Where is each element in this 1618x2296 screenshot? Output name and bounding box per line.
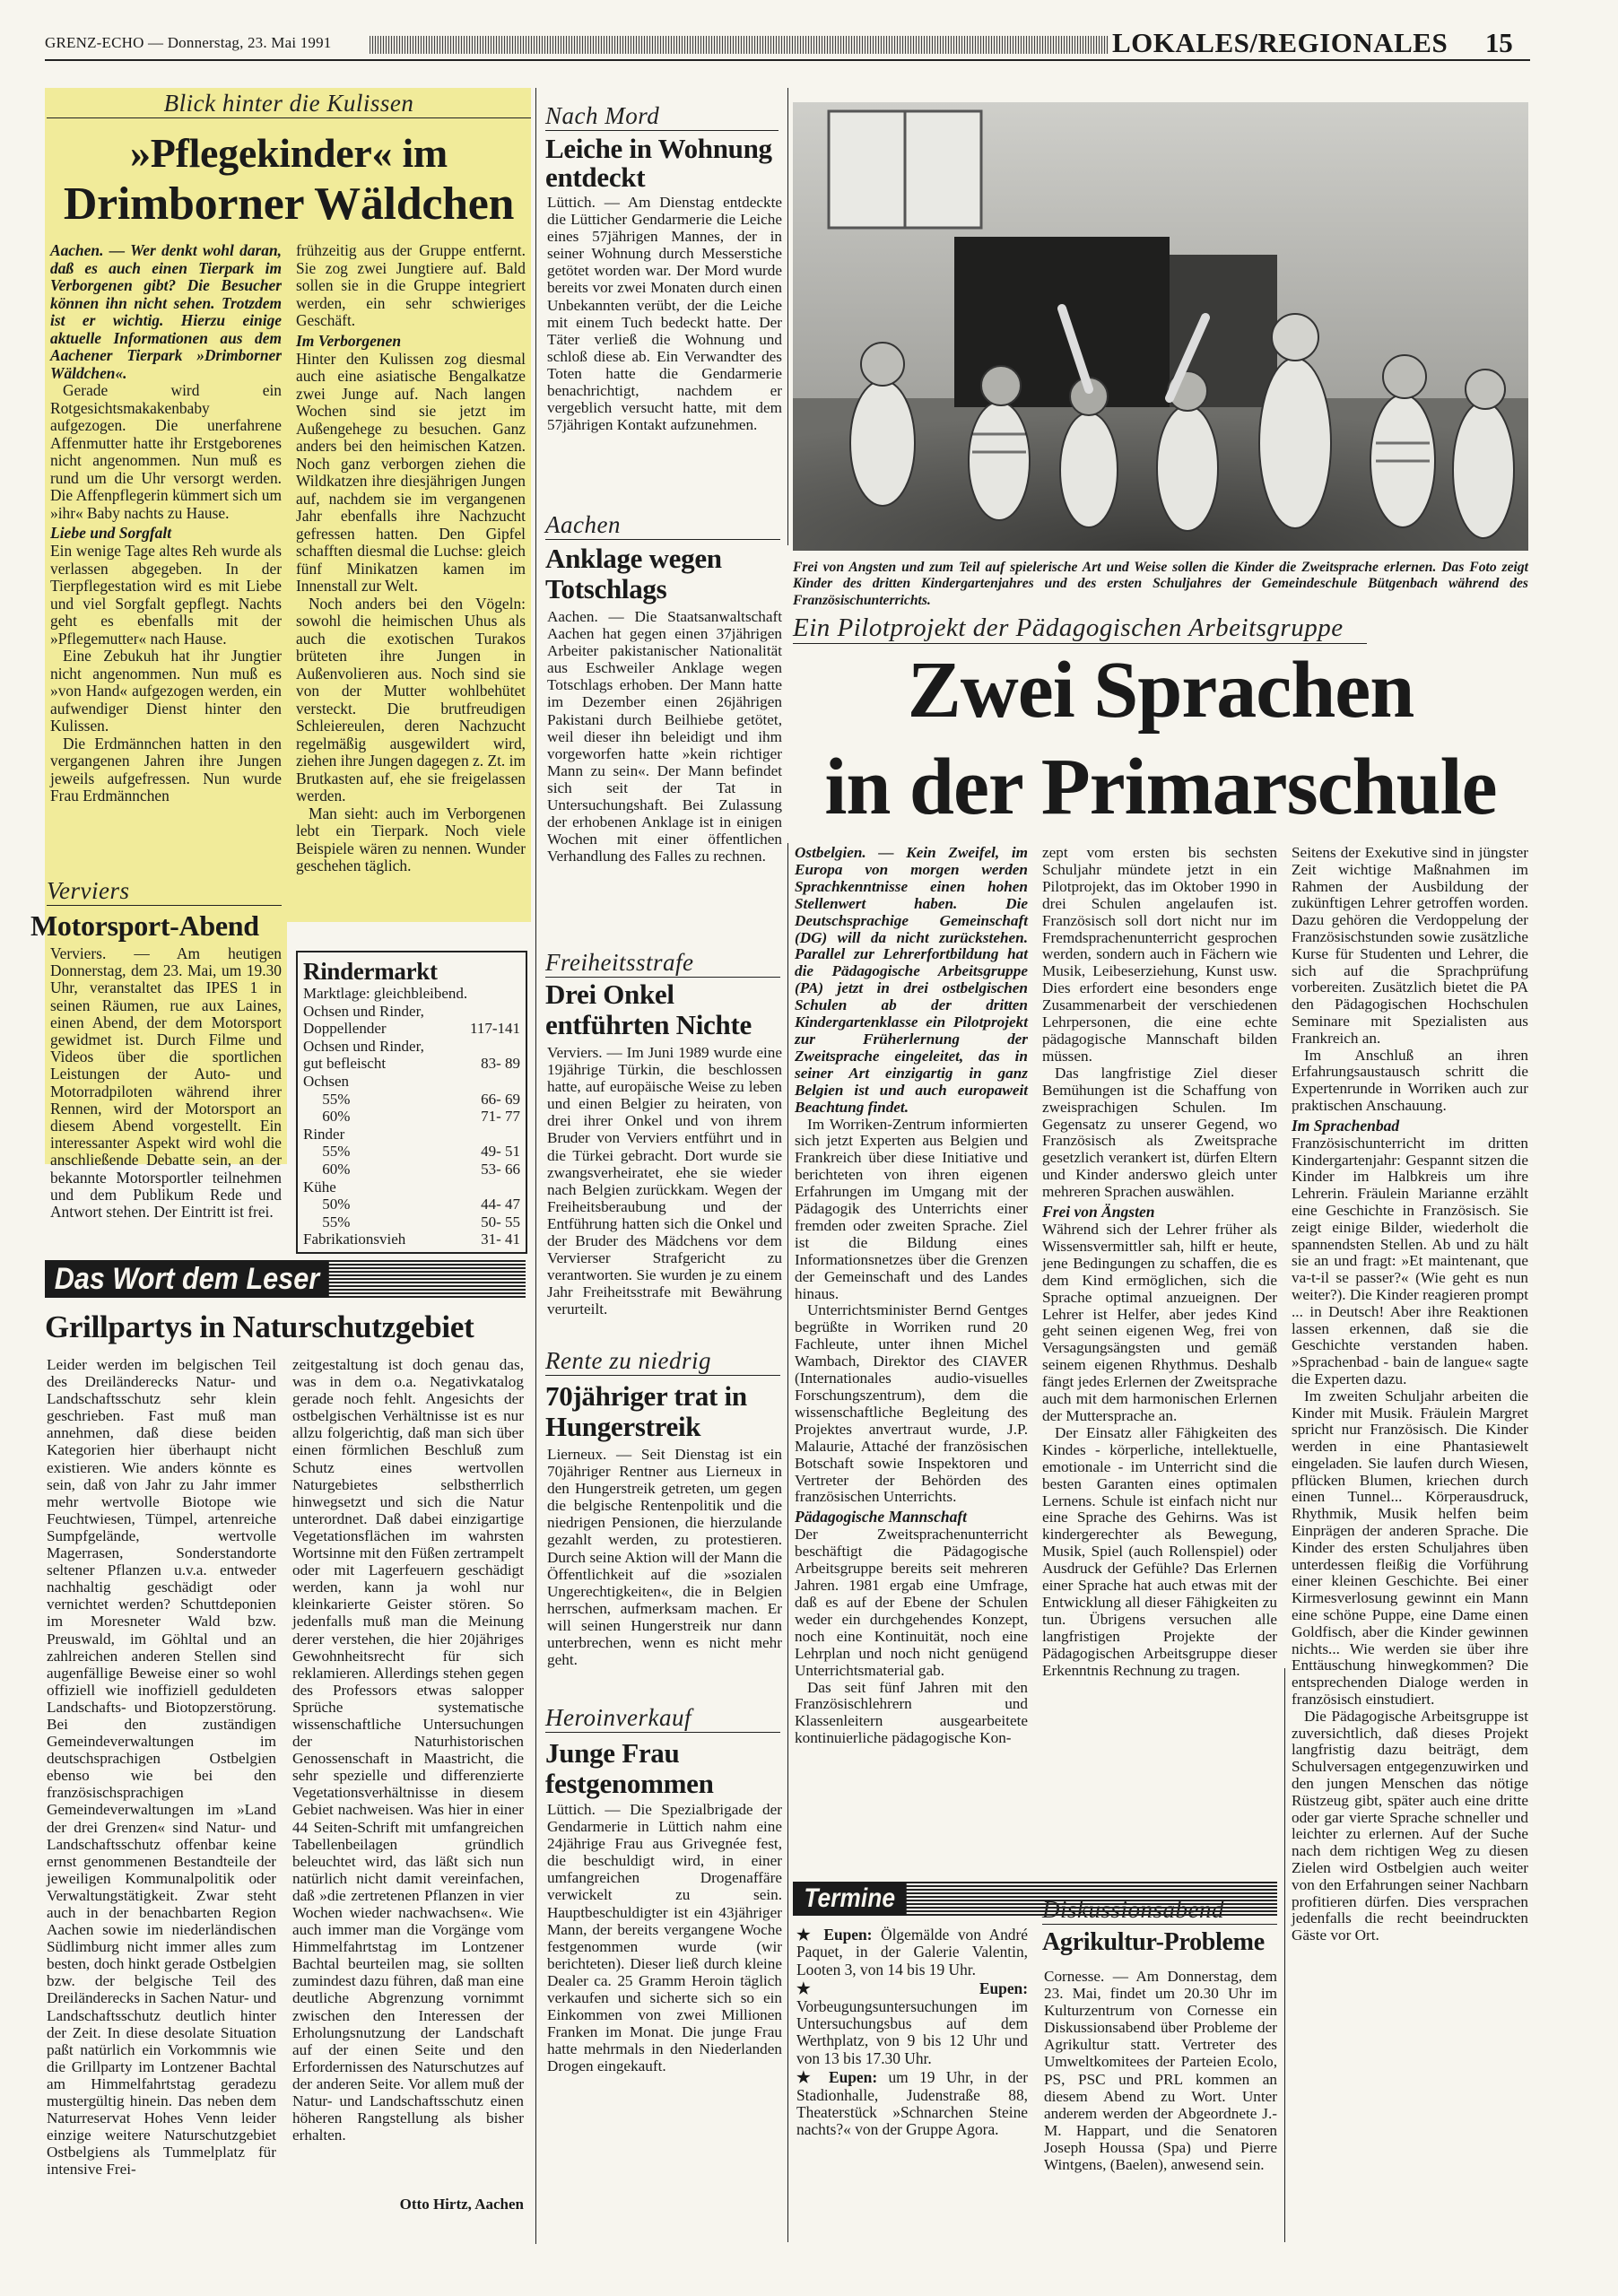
rindermarkt-box: [296, 951, 527, 1254]
rindermarkt-row: [303, 1091, 520, 1109]
rindermarkt-label: 55%: [303, 1213, 351, 1231]
termine-item: [796, 2069, 1028, 2139]
rindermarkt-label: 60%: [303, 1108, 351, 1126]
rindermarkt-label: Fabrikationsvieh: [303, 1231, 406, 1248]
rindermarkt-row: [303, 1231, 520, 1248]
schule-subhead: Im Sprachenbad: [1292, 1116, 1400, 1135]
rindermarkt-row: [303, 1213, 520, 1231]
pflege-para: Gerade wird ein Rotgesichtsmakakenbaby aufgezogen. Die unerfahrene Affenmutter hatte ihr Erstgeborenes nicht angenommen. Nun muß es rund um die Uhr versorgt werden. Die Affenpflegerin kümmert sich um »ihr« Baby nachts zu Hause.: [50, 381, 282, 522]
schule-para: Im Anschluß an ihren Erfahrungsaustausch schritt die Expertenrunde in Worriken auch zur praktischen Anschauung.: [1292, 1046, 1528, 1114]
rindermarkt-row: [303, 1126, 520, 1144]
star-icon: ★: [796, 2068, 829, 2087]
schule-para: Im Worriken-Zentrum informierten sich jetzt Experten aus Belgien und Frankreich über diese Initiative und berichteten von ihren eigenen Erfahrungen im Umgang mit der Pädagogik des Unterrichts einer fremden oder zweiten Sprache. Ziel ist die Bildung eines Informationsnetzes über die Grenzen der Gemeinschaft und des Landes hinaus.: [795, 1115, 1028, 1302]
rindermarkt-row: [303, 1196, 520, 1213]
rindermarkt-label: Kühe: [303, 1178, 336, 1196]
aachen-text: Aachen. — Die Staatsanwaltschaft Aachen hat gegen einen 37jährigen Arbeiter pakistanischer Nationalität aus Eschweiler Anklage wegen Totschlags erhoben. Der Mann hatte im Dezember einen 26jährigen Pakistani durch Beilhiebe getötet, weil dieser ihn beleidigt und ihm vorgeworfen hatte »kein richtiger Mann zu sein«. Der Mann befindet sich seit der Tat in Untersuchungshaft. Bei Zulassung der erhobenen Anklage ist in einigen Wochen mit einer öffentlichen Verhandlung des Falles zu rechnen.: [547, 608, 782, 865]
termine-banner-text: Termine: [793, 1882, 906, 1916]
rindermarkt-price: 117-141: [469, 1020, 520, 1038]
freiheit-kicker: Freiheitsstrafe: [545, 949, 780, 978]
star-icon: ★: [796, 1979, 979, 1998]
schule-kicker: Ein Pilotprojekt der Pädagogischen Arbeitsgruppe: [793, 613, 1367, 644]
agri-text: Cornesse. — Am Donnerstag, dem 23. Mai, findet um 20.30 Uhr im Kulturzentrum von Cornesse ein Diskussionsabend über Probleme der Agrikultur statt. Vertreter des Umweltkomitees der Parteien Ecolo, PS, PSC und PRL kommen an diesem Abend zu Wort. Unter anderem werden der Abgeordnete J.-M. Happart, und die Senatoren Joseph Houssa (Spa) und Pierre Wintgens, (Baelen), anwesend sein.: [1044, 1968, 1277, 2174]
pflege-subhead: Im Verborgenen: [296, 331, 402, 350]
photo-caption: Frei von Angsten und zum Teil auf spielerische Art und Weise sollen die Kinder die Zweitsprache erlernen. Das Foto zeigt Kinder des dritten Kindergartenjahres und des ersten Schuljahres der Gemeindeschule Bütgenbach während des Französischunterrichts.: [793, 560, 1528, 608]
rindermarkt-row: [303, 1161, 520, 1178]
rindermarkt-price: 50- 55: [481, 1213, 520, 1231]
pflege-para: Eine Zebukuh hat ihr Jungtier nicht angenommen. Nun muß es »von Hand« aufgezogen werden, ein aufwendiger Dienst hinter den Kulissen.: [50, 647, 282, 735]
section-title: LOKALES/REGIONALES: [1112, 27, 1448, 58]
mord-headline: Leiche in Wohnung entdeckt: [545, 133, 772, 193]
schule-subhead: Frei von Ängsten: [1042, 1203, 1155, 1222]
verviers-kicker: Verviers: [47, 877, 282, 906]
rindermarkt-label: Rinder: [303, 1125, 345, 1143]
page-number: 15: [1485, 27, 1513, 58]
rindermarkt-label: 55%: [303, 1090, 351, 1108]
rindermarkt-table: [303, 985, 520, 1248]
classroom-photo: [793, 102, 1528, 551]
heroin-headline: Junge Frau festgenommen: [545, 1737, 714, 1799]
freiheit-text: Verviers. — Im Juni 1989 wurde eine 19jährige Türkin, die beschlossen hatte, auf europäische Weise zu leben und einen Belgier zu heiraten, von drei ihrer Onkel und von ihrem Bruder von Verviers entführt und in die Türkei gebracht. Dort wurde sie zwangsverheiratet, ehe sie wieder nach Belgien zurückkam. Wegen der Freiheitsberaubung und der Entführung hatten sich die Onkel und der Bruder des Mädchens vor dem Vervierser Strafgericht zu verantworten. Sie wurden je zu einem Jahr Freiheitsstrafe mit Bewährung verurteilt.: [547, 1044, 782, 1318]
leser-headline: Grillpartys in Naturschutzgebiet: [45, 1309, 474, 1344]
rindermarkt-label: Doppellender: [303, 1020, 387, 1038]
rente-headline: 70jähriger trat in Hungerstreik: [545, 1380, 747, 1442]
mord-kicker: Nach Mord: [545, 102, 779, 131]
aachen-headline: Anklage wegen Totschlags: [545, 543, 722, 604]
schule-headline-2: in der Primarschule: [824, 743, 1497, 831]
schule-para: Im zweiten Schuljahr arbeiten die Kinder mit Musik. Fräulein Margret spricht nur Französisch. Die Kinder werden in eine Phantasiewelt eingeladen. Sie laufen durch Wiesen, pflücken Blumen, kriechen durch einen Tunnel... Körperausdruck, Rhythmik, Musik helfen beim Einprägen der anderen Sprache. Die Kinder des ersten Schuljahres üben unterdessen fleißig die Vorführung einer kleinen Geschichte. Bei einer Kirmesverlosung gewinnt ein Mann eine schöne Puppe, eine Dame einen Goldfisch, aber die Kinder gewinnen nichts... Wie werden sie über ihre Enttäuschung hinwegkommen? Die entsprechenden Dialoge werden in französisch einstudiert.: [1292, 1387, 1528, 1709]
pflege-para: Hinter den Kulissen zog diesmal auch eine asiatische Bengalkatze zwei Junge auf. Nach langen Wochen sind sie jetzt im Außengehege zu besuchen. Ganz anders bei den heimischen Katzen. Noch ganz verborgen ziehen die Wildkatzen ihre diesjährigen Jungen auf, nachdem sie im vergangenen Jahr ebenfalls ihre Nachzucht gefressen hatten. Den Gipfel schafften diesmal die Luchse: gleich fünf Minikatzen kamen im Innenstall zur Welt.: [296, 349, 526, 595]
leser-banner: [45, 1260, 526, 1298]
pflege-col-2: [296, 242, 526, 875]
leser-col-1: Leider werden im belgischen Teil des Dreiländerecks Natur- und Landschaftsschutz sehr klein geschrieben. Fast muß man annehmen, daß diese beiden Kategorien hier überhaupt nicht existieren. Wie anders könnte es sein, daß von Jahr zu Jahr immer mehr wertvolle Biotope wie Feuchtwiesen, Tümpel, artenreiche Sumpfgelände, wertvolle Magerrasen, Sonderstandorte seltener Pflanzen u.v.a. entweder nachhaltig geschädigt oder vernichtet werden? Schuttdeponien im Moresneter Wald bzw. Preuswald, im Göhltal und an zahlreichen anderen Stellen sind augenfällige Beweise einer so wohl offiziell wie inoffiziell geduldeten Landschafts- und Biotopzerstörung. Bei den zuständigen Gemeindeverwaltungen im deutschsprachigen Ostbelgien ebenso wie bei den französischsprachigen Gemeindeverwaltungen im »Land der drei Grenzen« sind Natur- und Landschaftsschutz offenbar keine ernst genommenen Bestandteile der jeweiligen Kommunalpolitik oder Verwaltungstätigkeit. Zwar steht auch in der benachbarten Region Aachen sowie im niederländischen Südlimburg nicht immer alles zum besten, doch hinkt gerade Ostbelgien bzw. der belgische Teil des Dreiländerecks in Sachen Natur- und Landschaftsschutz deutlich hinter der Zeit. In diese desolate Situation paßt natürlich ein Vorkommnis wie die Grillparty im Lontzener Bachtal am Himmelfahrtstag geradezu mustergültig hinein. Das neben dem Naturreservat Hohes Venn leider einzige weitere Naturschutzgebiet Ostbelgiens als Tummelplatz für intensive Frei-: [47, 1356, 276, 2179]
schule-para: zept vom ersten bis sechsten Schuljahr mündete jetzt in ein Pilotprojekt, das im Oktober 1990 in drei Schulen angelaufen ist. Französisch soll dort nicht nur im Fremdsprachenunterricht gesprochen werden, sondern auch in Fächern wie Musik, Leibeserziehung, Kunst usw. Dies erfordert eine besonders enge Zusammenarbeit der verschiedenen Lehrpersonen, die eine echte pädagogische Mannschaft bilden müssen.: [1042, 844, 1277, 1065]
termine-list: [796, 1926, 1028, 2141]
rindermarkt-row: [303, 1073, 520, 1091]
rindermarkt-price: 53- 66: [481, 1160, 520, 1178]
rindermarkt-label: 55%: [303, 1143, 351, 1161]
rindermarkt-row: [303, 1108, 520, 1126]
schule-col-1: [795, 845, 1028, 1747]
rindermarkt-label: 60%: [303, 1160, 351, 1178]
heroin-kicker: Heroinverkauf: [545, 1704, 780, 1733]
rindermarkt-row: [303, 1178, 520, 1196]
aachen-kicker: Aachen: [545, 511, 780, 540]
schule-para: Unterrichtsminister Bernd Gentges begrüßte in Worriken rund 20 Fachleute, unter ihnen Michel Wambach, Direktor des CIAVER (Internationales audio-visuelles Forschungszentrum), dem die wissenschaftliche Begleitung des Projektes anvertraut wurde, J.P. Malaurie, Attaché der französischen Botschaft sowie Inspektoren und Vertreter der Behörden des französischen Unterrichts.: [795, 1301, 1028, 1506]
termine-text: Vorbeugungsuntersuchungen im Untersuchungsbus auf dem Werthplatz, von 9 bis 12 Uhr und von 13 bis 17.30 Uhr.: [796, 1996, 1028, 2067]
mord-text: Lüttich. — Am Dienstag entdeckte die Lütticher Gendarmerie die Leiche eines 57jährigen Mannes, der in seiner Wohnung durch Messerstiche getötet worden war. Der Mord wurde bereits vor zwei Monaten durch einen Unbekannten verübt, der die Leiche mit einem Tuch bedeckt hatte. Der Täter verließ die Wohnung und schloß diese ab. Ein Verwandter des Toten hatte die Gendarmerie benachrichtigt, nachdem er vergeblich versucht hatte, mit dem 57jährigen Kontakt aufzunehmen.: [547, 194, 782, 434]
rindermarkt-price: 71- 77: [481, 1108, 520, 1126]
rente-kicker: Rente zu niedrig: [545, 1347, 780, 1376]
rindermarkt-label: Ochsen: [303, 1072, 349, 1090]
rindermarkt-row: [303, 1038, 520, 1056]
rindermarkt-label: 50%: [303, 1196, 351, 1213]
rindermarkt-price: 66- 69: [481, 1090, 520, 1108]
pflege-para: frühzeitig aus der Gruppe entfernt. Sie zog zwei Jungtiere auf. Bald sollen sie in die Gruppe integriert werden, ein sehr schwieriges Geschäft.: [296, 241, 526, 329]
agri-kicker: Diskussionsabend: [1042, 1896, 1277, 1925]
schule-para: Französischunterricht im dritten Kindergartenjahr: Gespannt sitzen die Kinder im Halbkreis um ihre Lehrerin. Fräulein Marianne erzählt eine Geschichte in Französisch. Sie zeigt einige Bilder, wiederholt die spannendsten Stellen. Ab und zu hält sie an und fragt: »Et maintenant, que va-t-il se passer?« (Wie geht es nun weiter?). Die Kinder reagieren prompt ... in Deutsch! Aber ihre Reaktionen lassen erkennen, daß sie die Geschichte verstanden haben. »Sprachenbad - bain de langue« sagte die Experten dazu.: [1292, 1134, 1528, 1387]
pflege-col-1: [50, 242, 282, 805]
pflege-kicker: Blick hinter die Kulissen: [47, 90, 531, 118]
rindermarkt-title: Rindermarkt: [303, 958, 438, 985]
rindermarkt-price: 44- 47: [481, 1196, 520, 1213]
termine-item: [796, 1980, 1028, 2067]
schule-para: Das langfristige Ziel dieser Bemühungen ist die Schaffung von zweisprachigen Schulen. Im Gegensatz zu unserer Gegend, wo Französisch als Zweitsprache gesetzlich verankert ist, dürfen Eltern und Kinder anderswo gleich unter mehreren Sprachen auswählen.: [1042, 1064, 1277, 1201]
rindermarkt-label: Ochsen und Rinder,: [303, 1002, 424, 1020]
rindermarkt-row: [303, 1055, 520, 1073]
pflege-headline-1: »Pflegekinder« im: [130, 130, 448, 176]
verviers-headline: Motorsport-Abend: [30, 909, 259, 942]
termine-text: um 19 Uhr, in der Stadionhalle, Judenstraße 88, Theaterstück »Schnarchen Steine nachts?« von der Gruppe Agora.: [796, 2068, 1028, 2139]
rindermarkt-row: [303, 985, 520, 1003]
schule-subhead: Pädagogische Mannschaft: [795, 1508, 968, 1526]
pflege-headline-2: Drimborner Wäldchen: [63, 178, 515, 230]
termine-place: Eupen:: [823, 1926, 882, 1944]
freiheit-headline: Drei Onkel entführten Nichte: [545, 978, 752, 1040]
pflege-para: Noch anders bei den Vögeln: sowohl die heimischen Uhus als auch die exotischen Turakos brüteten ihre Jungen in Außenvolieren aus. Noch sind sie von der Mutter wohlbehütet versteckt. Die brutfreudigen Schleiereulen, deren Nachzucht regelmäßig ausgewildert wird, ziehen ihre Jungen dagegen z. Zt. im Brutkasten auf, ehe sie freigelassen werden.: [296, 594, 526, 804]
leser-banner-text: Das Wort dem Leser: [45, 1260, 329, 1298]
star-icon: ★: [796, 1926, 824, 1944]
verviers-text: Verviers. — Am heutigen Donnerstag, dem 23. Mai, um 19.30 Uhr, veranstaltet das IPES 1 in seinen Räumen, rue aux Laines, einen Abend, der dem Motorsport gewidmet ist. Durch Filme und Videos über die sportlichen Leistungen der Auto- und Motorradpiloten während ihrer Rennen, wird der Motorsport an diesem Abend vorgestellt. Ein interessanter Aspekt wird wohl die anschließende Debatte sein, an der bekannte Motorsportler teilnehmen und dem Publikum Rede und Antwort stehen. Der Eintritt ist frei.: [50, 944, 282, 1222]
termine-place: Eupen:: [979, 1979, 1028, 1998]
rindermarkt-label: Ochsen und Rinder,: [303, 1037, 424, 1055]
schule-para: Die Pädagogische Arbeitsgruppe ist zuversichtlich, daß dieses Projekt langfristig dazu beiträgt, dem Schulversagen entgegenzuwirken und den jungen Menschen das nötige Rüstzeug gibt, später auch eine dritte oder gar vierte Sprache schneller und leichter zu erlernen. Auf der Suche nach dem richtigen Weg zu diesen Zielen wird Ostbelgien auch weiter von den Erfahrungen seiner Nachbarn profitieren dürfen. Dies versprachen jedenfalls die recht beeindruckten Gäste vor Ort.: [1292, 1707, 1528, 1944]
rindermarkt-label: gut befleischt: [303, 1055, 387, 1073]
schule-col-2: [1042, 845, 1277, 1680]
rente-text: Lierneux. — Seit Dienstag ist ein 70jähriger Rentner aus Lierneux in den Hungerstreik getreten, um gegen die belgische Rentenpolitik und die niedrigen Pensionen, die hierzulande gezahlt werden, zu protestieren. Durch seine Aktion will der Mann die Öffentlichkeit auf die »sozialen Ungerechtigkeiten«, die in Belgien herrschen, aufmerksam machen. Er will seinen Hungerstreik nur dann unterbrechen, wenn es nicht mehr geht.: [547, 1446, 782, 1669]
termine-place: Eupen:: [828, 2068, 889, 2087]
heroin-text: Lüttich. — Die Spezialbrigade der Gendarmerie in Lüttich nahm eine 24jährige Frau aus Grivegnée fest, die beschuldigt wird, in einer umfangreichen Drogenaffäre verwickelt zu sein. Hauptbeschuldigter ist ein 43jähriger Mann, der bereits vergangene Woche festgenommen wurde (wir berichteten). Dieser ließ durch kleine Dealer ca. 25 Gramm Heroin täglich verkaufen und sicherte sich so ein Einkommen von zwei Millionen Franken im Monat. Die junge Frau hatte mehrmals in den Niederlanden Drogen eingekauft.: [547, 1801, 782, 2075]
schule-para: Der Zweitsprachenunterricht beschäftigt die Pädagogische Arbeitsgruppe bereits seit mehreren Jahren. 1981 ergab eine Umfrage, daß es auf der Ebene der Schulen weder ein durchgehendes Konzept, noch eine Kontinuität, noch eine Lehrplan und noch nicht genügend Unterrichtsmaterial gab.: [795, 1526, 1028, 1679]
pflege-para: Ein wenige Tage altes Reh wurde als verlassen abgegeben. In der Tierpflegestation wird es mit Liebe und viel Sorgfalt gepflegt. Nachts geht es ebenfalls mit der »Pflegemutter« nach Hause.: [50, 542, 282, 648]
schule-para: Das seit fünf Jahren mit den Französischlehrern und Klassenleitern ausgearbeitete kontinuierliche pädagogische Kon-: [795, 1678, 1028, 1747]
pflege-subhead: Liebe und Sorgfalt: [50, 524, 172, 542]
termine-item: [796, 1926, 1028, 1979]
leser-author: Otto Hirtz, Aachen: [399, 2196, 524, 2213]
schule-para: Seitens der Exekutive sind in jüngster Zeit wichtige Maßnahmen im Rahmen der Ausbildung der zukünftigen Lehrer getroffen worden. Dazu gehören die Verdoppelung der Französischstunden sowie zusätzliche Kurse für Studenten und Lehrer, die sich auf die Sprachprüfung vorbereiten. Zusätzlich bietet die PA den Pädagogischen Hochschulen Seminare mit Spezialisten aus Frankreich an.: [1292, 844, 1528, 1047]
masthead-left: GRENZ-ECHO — Donnerstag, 23. Mai 1991: [45, 34, 332, 51]
agri-headline: Agrikultur-Probleme: [1042, 1928, 1265, 1956]
leser-col-2: zeitgestaltung ist doch genau das, was in dem o.a. Negativkatalog gerade noch fehlt. Angesichts der ostbelgischen Verhältnisse ist es nur allzu folgerichtig, daß man sich über einen förmlichen Beschluß zum Schutz eines wertvollen Naturgebietes selbstherrlich hinwegsetzt und sich die Natur unterordnet. Daß dabei einzigartige Vegetationsflächen im wahrsten Wortsinne mit den Füßen zertrampelt oder mit Lagerfeuern geschädigt werden, kann ja wohl nur kleinkarierte Geister stören. So jedenfalls muß man die Meinung derer verstehen, die hier 20jähriges Gewohnheitsrecht für sich reklamieren. Allerdings stehen gegen des Professors etwas salopper Sprüche systematische wissenschaftliche Untersuchungen der Naturhistorischen Genossenschaft in Maastricht, die sehr spezielle und differenzierte Vegetationsverhältnisse in diesem Gebiet nachweisen. Was hier in einer 44 Seiten-Schrift mit umfangreichen Tabellenbeilagen gründlich beleuchtet wird, das läßt sich nun natürlich nicht damit vereinfachen, daß »die zertretenen Pflanzen in vier Wochen wieder nachwachsen«. Wie auch immer man die Vorgänge vom Himmelfahrtstag im Lontzener Bachtal beurteilen mag, sie sollten zumindest dazu führen, daß man eine deutliche Abgrenzung vornimmt zwischen den Interessen der Erholungsnutzung der Landschaft auf der einen Seite und den Erfordernissen des Naturschutzes auf der anderen Seite. Vor allem muß der Natur- und Landschaftsschutz einen höheren Rangstellung als bisher erhalten.: [292, 1356, 524, 2144]
masthead-hatch: [370, 36, 1109, 54]
schule-col-3: [1292, 845, 1528, 1944]
termine-text: Ölgemälde von André Paquet, in der Galerie Valentin, Looten 3, von 14 bis 19 Uhr.: [796, 1926, 1028, 1979]
pflege-lead: Aachen. — Wer denkt wohl daran, daß es auch einen Tierpark im Verborgenen gibt? Die Besucher können ihn nicht sehen. Trotzdem ist er wichtig. Hierzu einige aktuelle Informationen aus dem Aachener Tierpark »Drimborner Wäldchen«.: [50, 241, 282, 382]
rindermarkt-price: 83- 89: [481, 1055, 520, 1073]
schule-headline-1: Zwei Sprachen: [907, 646, 1414, 735]
rindermarkt-row: [303, 1020, 520, 1038]
pflege-para: Man sieht: auch im Verborgenen lebt ein Tierpark. Noch viele Beispiele wären zu nennen. Wunder geschehen täglich.: [296, 804, 526, 874]
photo-image: [793, 102, 1528, 551]
schule-para: Der Einsatz aller Fähigkeiten des Kindes - körperliche, intellektuelle, emotionale - im Unterricht sind die besten Garanten eines optimalen Lernens. Schule ist einfach nicht nur eine Sprache des Gehirns. Was ist kindergerechter als Bewegung, Musik, Spiel (auch Rollenspiel) oder Ausdruck der Gefühle? Das Erlernen einer Sprache hat auch etwas mit der Entwicklung all dieser Fähigkeiten zu tun. Übrigens versuchen alle langfristigen Projekte der Pädagogischen Arbeitsgruppe dieser Erkenntnis Rechnung zu tragen.: [1042, 1423, 1277, 1679]
schule-para: Während sich der Lehrer früher als Wissensvermittler sah, hilft er heute, jene Bedingungen zu schaffen, die es dem Kind ermöglichen, sich die Sprache optimal anzueignen. Der Lehrer ist Helfer, aber jedes Kind geht seinen eigenen Weg, frei von Versagungsängsten und gemäß seinem eigenen Rhythmus. Deshalb fängt jedes Erlernen der Zweitsprache auch mit dem harmonischen Erlernen der Muttersprache an.: [1042, 1221, 1277, 1424]
rindermarkt-label: Marktlage: gleichbleibend.: [303, 985, 468, 1002]
rindermarkt-price: 31- 41: [481, 1231, 520, 1248]
schule-lead: Ostbelgien. — Kein Zweifel, im Europa von morgen werden Sprachkenntnisse einen hohen Stellenwert haben. Die Deutschsprachige Gemeinschaft (DG) will da nicht zurückstehen. Parallel zur Lehrerfortbildung hat die Pädagogische Arbeitsgruppe (PA) jetzt in drei ostbelgischen Schulen ab der dritten Kindergartenklasse ein Pilotprojekt zur Früherlernung der Zweitsprache eingeleitet, das in seiner Art einzigartig in ganz Belgien ist und auch europaweit Beachtung findet.: [795, 844, 1028, 1116]
rindermarkt-row: [303, 1143, 520, 1161]
rindermarkt-price: 49- 51: [481, 1143, 520, 1161]
pflege-para: Die Erdmännchen hatten in den vergangenen Jahren ihre Jungen jeweils aufgefressen. Nun wurde Frau Erdmännchen: [50, 734, 282, 804]
rindermarkt-row: [303, 1003, 520, 1021]
